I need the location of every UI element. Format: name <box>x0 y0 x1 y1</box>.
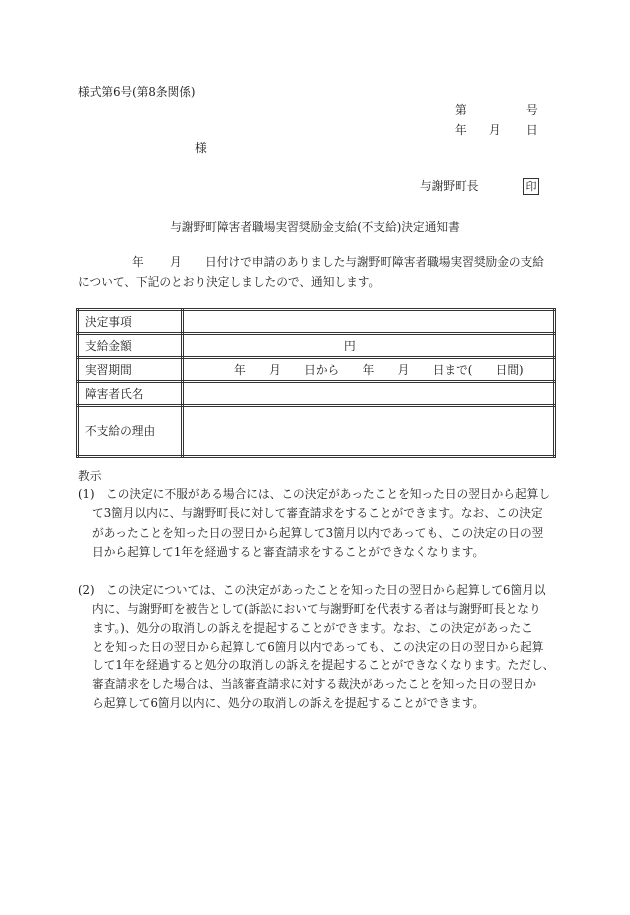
instruction-marker-2: (2) <box>78 583 95 597</box>
instruction-2-line: この決定については、この決定があったことを知った日の翌日から起算して6箇月以 <box>106 583 546 597</box>
addressee-suffix: 様 <box>195 141 207 155</box>
table-row <box>78 310 555 334</box>
table-row <box>78 334 555 358</box>
issuer-name: 与謝野町長 <box>420 179 479 193</box>
table-row <box>78 382 555 406</box>
instruction-2-line: ら起算して6箇月以内に、処分の取消しの訴えを提起することができます。 <box>92 696 485 710</box>
instruction-2-line: とを知った日の翌日から起算して6箇月以内であっても、この決定の日の翌日から起算 <box>92 640 544 654</box>
table-row <box>78 406 555 457</box>
decision-table <box>76 308 556 458</box>
instruction-2-line: 審査請求をした場合は、当該審査請求に対する裁決があったことを知った日の翌日か <box>92 677 537 691</box>
intro-line-1: 日付けで申請のありました与謝野町障害者職場実習奨励金の支給 <box>205 255 544 269</box>
doc-number-prefix: 第 <box>455 103 467 117</box>
instructions-heading: 教示 <box>78 469 102 483</box>
period-label: 実習期間 <box>78 358 183 382</box>
period-value: 年 月 日から 年 月 日まで( 日間) <box>183 358 555 382</box>
date-year-label: 年 <box>455 123 467 137</box>
doc-number-suffix: 号 <box>526 103 538 117</box>
intro-year-label: 年 <box>132 255 144 269</box>
instruction-1-line: て3箇月以内に、与謝野町長に対して審査請求をすることができます。なお、この決定 <box>92 506 543 520</box>
instruction-2-line: して1年を経過すると処分の取消しの訴えを提起することができなくなります。ただし、 <box>92 658 555 672</box>
instruction-2-line: ます。)、処分の取消しの訴えを提起することができます。なお、この決定があったこ <box>92 621 533 635</box>
document-title: 与謝野町障害者職場実習奨励金支給(不支給)決定通知書 <box>170 220 460 234</box>
date-day-label: 日 <box>526 123 538 137</box>
instruction-1-line: 日から起算して1年を経過すると審査請求をすることができなくなります。 <box>92 545 485 559</box>
instruction-1-line: この決定に不服がある場合には、この決定があったことを知った日の翌日から起算し <box>106 487 551 501</box>
seal-stamp-box: 印 <box>523 178 539 195</box>
instruction-2-line: 内に、与謝野町を被告として(訴訟において与謝野町を代表する者は与謝野町長となり <box>92 602 541 616</box>
disabled-person-name-label: 障害者氏名 <box>78 382 183 406</box>
decision-label: 決定事項 <box>78 310 183 334</box>
instruction-marker-1: (1) <box>78 487 95 501</box>
decision-value <box>183 310 555 334</box>
amount-label: 支給金額 <box>78 334 183 358</box>
amount-value: 円 <box>183 334 555 358</box>
disabled-person-name-value <box>183 382 555 406</box>
form-number: 様式第6号(第8条関係) <box>78 85 196 99</box>
intro-month-label: 月 <box>170 255 182 269</box>
intro-line-2: について、下記のとおり決定しましたので、通知します。 <box>78 275 381 289</box>
table-row <box>78 358 555 382</box>
non-payment-reason-value <box>183 406 555 457</box>
date-month-label: 月 <box>489 123 501 137</box>
non-payment-reason-label: 不支給の理由 <box>78 406 183 457</box>
instruction-1-line: があったことを知った日の翌日から起算して3箇月以内であっても、この決定の日の翌 <box>92 526 544 540</box>
